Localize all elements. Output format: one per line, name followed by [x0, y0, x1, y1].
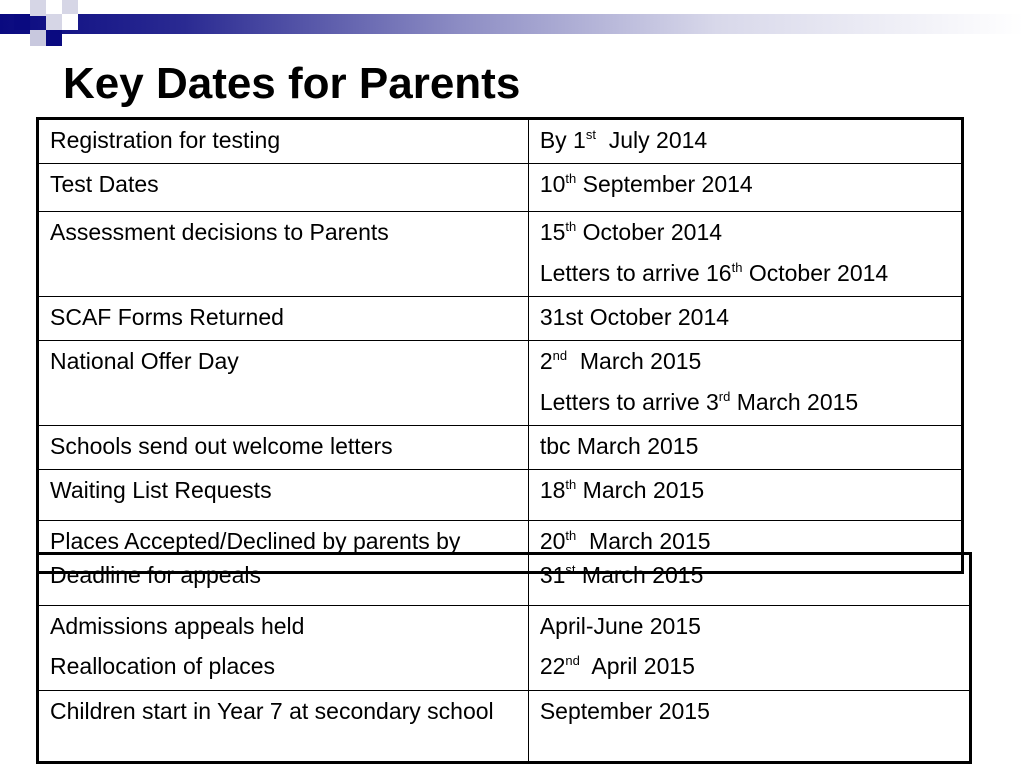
event-text: SCAF Forms Returned: [50, 304, 284, 331]
table-row: [38, 554, 971, 606]
date-text: Letters to arrive 16th October 2014: [539, 259, 889, 286]
date-cell: [528, 212, 962, 297]
table-row: [38, 470, 963, 521]
date-text: Letters to arrive 3rd March 2015: [539, 388, 859, 415]
event-cell: [38, 606, 529, 691]
date-cell: [528, 297, 962, 341]
table-row: [38, 212, 963, 297]
ordinal-suffix: st: [565, 562, 576, 577]
event-text: Deadline for appeals: [50, 562, 261, 588]
date-cell: [528, 164, 962, 212]
date-text: tbc March 2015: [539, 433, 699, 460]
date-text: September 2015: [539, 697, 710, 724]
table-row: [38, 341, 963, 426]
ordinal-suffix: th: [565, 477, 577, 493]
event-cell: [38, 690, 529, 762]
date-cell: [528, 606, 970, 691]
event-cell: [38, 341, 529, 426]
event-cell: [38, 164, 529, 212]
event-text: Waiting List Requests: [50, 477, 272, 504]
date-text: By 1st July 2014: [539, 127, 708, 153]
ordinal-suffix: th: [565, 219, 577, 235]
header-gradient-bar: [0, 14, 1024, 34]
ordinal-suffix: th: [565, 171, 577, 187]
date-text: 2nd March 2015: [539, 348, 702, 375]
decorative-square: [46, 14, 62, 30]
event-cell: [38, 470, 529, 521]
table-row: [38, 119, 963, 164]
table-row: [38, 690, 971, 762]
ordinal-suffix: th: [565, 528, 577, 544]
ordinal-suffix: st: [585, 127, 596, 142]
event-text: Places Accepted/Declined by parents by: [50, 528, 461, 555]
event-cell: [38, 554, 529, 606]
event-cell: [38, 119, 529, 164]
ordinal-suffix: rd: [718, 388, 731, 404]
event-text: Test Dates: [50, 171, 159, 198]
date-text: 22nd April 2015: [539, 653, 695, 680]
event-text: Admissions appeals held: [50, 613, 305, 639]
date-text: 18th March 2015: [539, 477, 705, 504]
event-cell: [38, 212, 529, 297]
date-text: 31st October 2014: [539, 304, 730, 331]
event-text: National Offer Day: [50, 348, 239, 375]
event-text: Assessment decisions to Parents: [50, 219, 389, 246]
event-cell: [38, 297, 529, 341]
event-text: Schools send out welcome letters: [50, 433, 393, 460]
table-row: [38, 164, 963, 212]
date-cell: [528, 554, 970, 606]
date-text: 20th March 2015: [539, 528, 711, 555]
date-cell: [528, 119, 962, 164]
table-row: [38, 426, 963, 470]
date-cell: [528, 470, 962, 521]
decorative-square: [30, 0, 46, 16]
date-text: 10th September 2014: [539, 171, 753, 198]
date-text: 31st March 2015: [539, 562, 704, 588]
ordinal-suffix: nd: [565, 653, 580, 669]
table-row: [38, 297, 963, 341]
key-dates-table-top: [36, 117, 964, 574]
event-cell: [38, 426, 529, 470]
decorative-square: [46, 30, 62, 46]
ordinal-suffix: nd: [552, 348, 568, 364]
decorative-square: [14, 14, 30, 30]
date-text: April-June 2015: [539, 613, 701, 639]
decorative-square: [62, 14, 78, 30]
date-cell: [528, 426, 962, 470]
event-text: Children start in Year 7 at secondary school: [50, 697, 494, 724]
event-text: Registration for testing: [50, 127, 281, 153]
decorative-square: [30, 30, 46, 46]
date-text: 15th October 2014: [539, 219, 723, 246]
key-dates-table-bottom: [36, 552, 972, 764]
date-cell: [528, 341, 962, 426]
ordinal-suffix: th: [731, 259, 743, 275]
table-row: [38, 606, 971, 691]
date-cell: [528, 690, 970, 762]
event-text: Reallocation of places: [50, 653, 276, 680]
page-title: Key Dates for Parents: [63, 59, 521, 108]
